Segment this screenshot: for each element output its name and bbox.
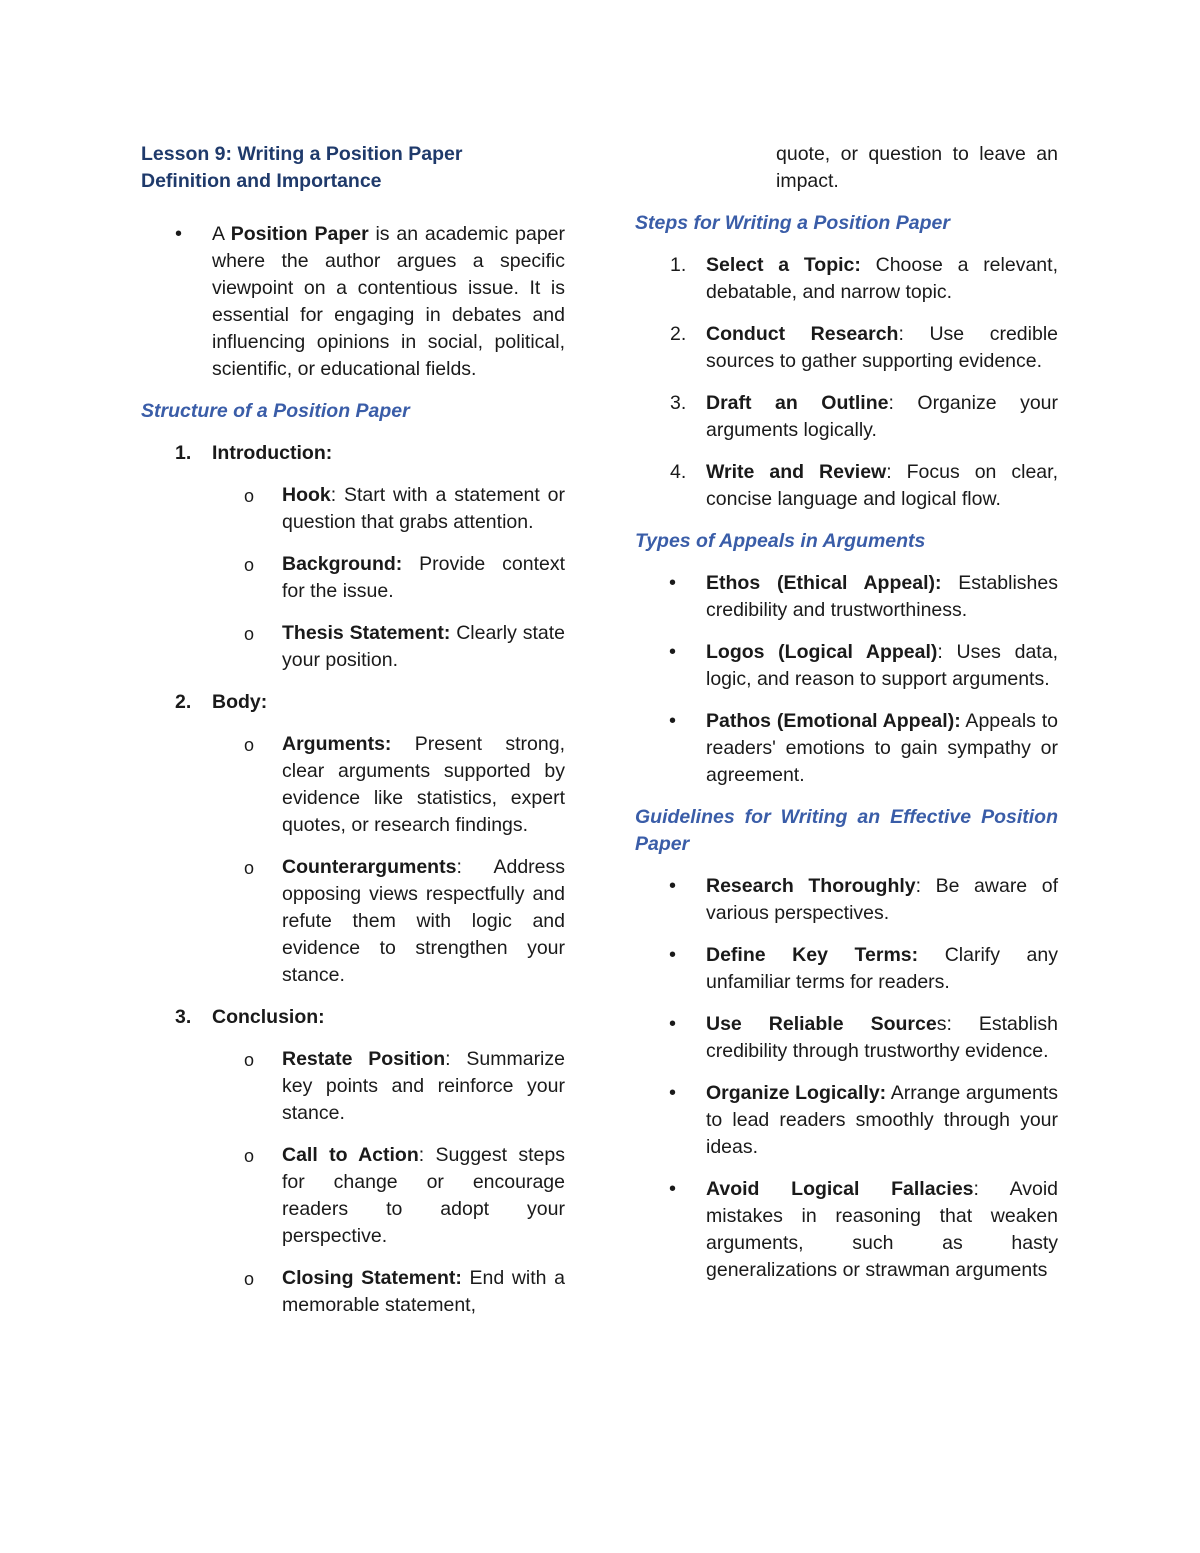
list-item — [141, 731, 565, 839]
item-term: Select a Topic: — [706, 254, 861, 276]
item-desc: Arrange arguments to lead readers smoothly through your ideas. — [706, 1082, 1059, 1158]
structure-section-body — [141, 689, 565, 716]
item-term: Draft an Outline — [706, 392, 889, 414]
intro-bold-term: Position Paper — [230, 223, 369, 245]
lesson-title: Lesson 9: Writing a Position Paper — [141, 143, 463, 165]
list-item — [635, 1011, 1058, 1065]
step-number: 1. — [670, 254, 687, 276]
section-label: Conclusion: — [212, 1006, 325, 1028]
list-item-text — [282, 1046, 565, 1127]
item-term: Background: — [282, 553, 403, 575]
section-number: 2. — [175, 691, 192, 713]
intro-bullet — [141, 221, 565, 383]
list-item — [141, 1046, 565, 1127]
list-item-text — [706, 708, 1058, 789]
sub-bullet-marker: o — [244, 1269, 255, 1289]
list-item — [141, 551, 565, 605]
item-desc: Establishes credibility and trustworthiness. — [706, 572, 1059, 621]
bullet-marker: • — [669, 944, 677, 966]
item-desc: : Be aware of various perspectives. — [706, 875, 1058, 924]
list-item — [635, 321, 1058, 375]
item-term: Avoid Logical Fallacies — [706, 1178, 974, 1200]
left-column — [141, 141, 565, 1319]
appeals-heading: Types of Appeals in Arguments — [635, 530, 926, 552]
list-item — [635, 708, 1058, 789]
item-desc: : Summarize key points and reinforce your stance. — [282, 1048, 565, 1124]
sub-bullet-marker: o — [244, 1050, 255, 1070]
section-label: Introduction: — [212, 442, 333, 464]
bullet-marker: • — [669, 572, 677, 594]
list-item-text — [706, 1011, 1058, 1065]
item-desc: Clearly state your position. — [282, 622, 565, 671]
item-term: Call to Action — [282, 1144, 419, 1166]
list-item-text — [282, 854, 565, 989]
item-desc: : Address opposing views respectfully and refute them with logic and evidence to strengthen your stance. — [282, 856, 565, 986]
list-item — [635, 942, 1058, 996]
item-desc: : Organize your arguments logically. — [706, 392, 1059, 441]
list-item — [635, 570, 1058, 624]
step-number: 4. — [670, 461, 687, 483]
list-item-text — [282, 482, 565, 536]
guidelines-heading: Guidelines for Writing an Effective Position Paper — [635, 806, 1058, 855]
item-desc: Choose a relevant, debatable, and narrow topic. — [706, 254, 1058, 303]
list-item-text — [706, 1080, 1058, 1161]
sub-bullet-marker: o — [244, 555, 255, 575]
list-item — [141, 1142, 565, 1250]
item-desc: : Use credible sources to gather supporting evidence. — [706, 323, 1058, 372]
list-item — [141, 1265, 565, 1319]
item-desc: : Suggest steps for change or encourage readers to adopt your perspective. — [282, 1144, 565, 1247]
item-term: Ethos (Ethical Appeal): — [706, 572, 942, 594]
item-term: Logos (Logical Appeal) — [706, 641, 938, 663]
list-item-text — [706, 390, 1058, 444]
item-term: Thesis Statement: — [282, 622, 451, 644]
section-title-definition: Definition and Importance — [141, 170, 382, 192]
bullet-marker: • — [175, 223, 183, 245]
list-item-text — [282, 620, 565, 674]
bullet-marker: • — [669, 875, 677, 897]
bullet-marker: • — [669, 1082, 677, 1104]
list-item-text — [706, 570, 1058, 624]
item-desc: : Uses data, logic, and reason to support arguments. — [706, 641, 1058, 690]
structure-section-conclusion — [141, 1004, 565, 1031]
item-term: Define Key Terms: — [706, 944, 919, 966]
list-item-text — [706, 942, 1058, 996]
sub-bullet-marker: o — [244, 624, 255, 644]
item-term: Closing Statement: — [282, 1267, 462, 1289]
list-item — [635, 1080, 1058, 1161]
item-term: Use Reliable Source — [706, 1013, 937, 1035]
list-item — [635, 459, 1058, 513]
list-item — [141, 620, 565, 674]
sub-bullet-marker: o — [244, 735, 255, 755]
item-term: Write and Review — [706, 461, 887, 483]
item-term: Restate Position — [282, 1048, 446, 1070]
list-item-text — [706, 1176, 1058, 1284]
list-item — [141, 482, 565, 536]
item-desc: : Focus on clear, concise language and logical flow. — [706, 461, 1058, 510]
list-item-text — [282, 1142, 565, 1250]
list-item-text — [706, 639, 1058, 693]
list-item-text — [706, 459, 1058, 513]
continued-text: quote, or question to leave an impact. — [776, 143, 1058, 192]
list-item — [141, 854, 565, 989]
bullet-marker: • — [669, 710, 677, 732]
sub-bullet-marker: o — [244, 486, 255, 506]
list-item — [635, 252, 1058, 306]
item-desc: : Avoid mistakes in reasoning that weaken arguments, such as hasty generalizations or strawman arguments — [706, 1178, 1058, 1281]
list-item-text — [282, 1265, 565, 1319]
item-term: Hook — [282, 484, 331, 506]
item-desc: Clarify any unfamiliar terms for readers. — [706, 944, 1058, 993]
steps-heading: Steps for Writing a Position Paper — [635, 212, 950, 234]
list-item — [635, 639, 1058, 693]
bullet-marker: • — [669, 1178, 677, 1200]
item-desc: End with a memorable statement, — [282, 1267, 565, 1316]
list-item-text — [706, 321, 1058, 375]
sub-bullet-marker: o — [244, 1146, 255, 1166]
item-desc: s: Establish credibility through trustworthy evidence. — [706, 1013, 1058, 1062]
item-term: Conduct Research — [706, 323, 899, 345]
list-item — [635, 390, 1058, 444]
structure-section-introduction — [141, 440, 565, 467]
item-term: Pathos (Emotional Appeal): — [706, 710, 961, 732]
list-item-text — [282, 731, 565, 839]
intro-lead: A — [212, 223, 231, 245]
item-desc: : Start with a statement or question that grabs attention. — [282, 484, 565, 533]
list-item-text — [706, 873, 1058, 927]
sub-bullet-marker: o — [244, 858, 255, 878]
bullet-marker: • — [669, 641, 677, 663]
item-desc: Present strong, clear arguments supported by evidence like statistics, expert quotes, or research findings. — [282, 733, 565, 836]
section-label: Body: — [212, 691, 268, 713]
section-number: 3. — [175, 1006, 192, 1028]
step-number: 3. — [670, 392, 687, 414]
step-number: 2. — [670, 323, 687, 345]
item-term: Research Thoroughly — [706, 875, 916, 897]
list-item-text — [706, 252, 1058, 306]
section-number: 1. — [175, 442, 192, 464]
list-item-text — [282, 551, 565, 605]
item-desc: Appeals to readers' emotions to gain sympathy or agreement. — [706, 710, 1058, 786]
intro-body: is an academic paper where the author argues a specific viewpoint on a contentious issue. It is essential for engaging in debates and influencing opinions in social, political, scientific, or educational fields. — [212, 223, 565, 380]
list-item — [635, 873, 1058, 927]
item-term: Organize Logically: — [706, 1082, 887, 1104]
right-column — [635, 141, 1058, 1284]
item-term: Counterarguments — [282, 856, 457, 878]
intro-text — [212, 221, 565, 383]
bullet-marker: • — [669, 1013, 677, 1035]
item-desc: Provide context for the issue. — [282, 553, 565, 602]
item-term: Arguments: — [282, 733, 392, 755]
structure-heading: Structure of a Position Paper — [141, 400, 410, 422]
list-item — [635, 1176, 1058, 1284]
